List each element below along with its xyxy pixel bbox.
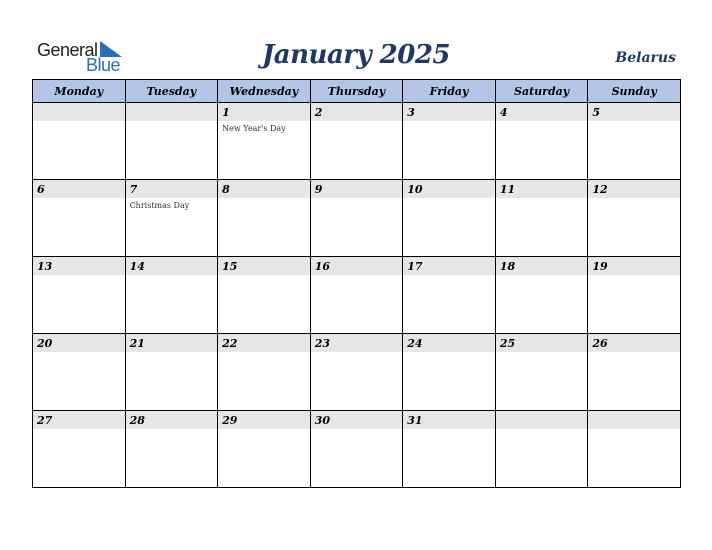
day-cell — [33, 257, 126, 334]
logo-general-text: General — [37, 40, 98, 60]
holiday-label: Christmas Day — [129, 201, 190, 210]
day-number-band — [496, 411, 588, 429]
day-number: 7 — [129, 183, 138, 196]
day-cell — [218, 411, 311, 488]
week-row — [33, 257, 681, 334]
day-number-band — [218, 103, 310, 121]
day-number: 9 — [314, 183, 323, 196]
day-number-band — [588, 411, 680, 429]
day-cell — [403, 411, 496, 488]
day-number: 21 — [129, 337, 145, 350]
day-cell — [495, 103, 588, 180]
day-number-band — [311, 103, 403, 121]
day-number: 2 — [314, 106, 323, 119]
week-row — [33, 103, 681, 180]
day-number: 11 — [499, 183, 516, 196]
day-cell — [33, 411, 126, 488]
day-cell — [125, 103, 218, 180]
day-cell — [218, 180, 311, 257]
day-cell — [310, 180, 403, 257]
weekday-header: Friday — [403, 80, 496, 103]
logo-blue-text: Blue — [86, 55, 121, 75]
day-number-band — [33, 103, 125, 121]
day-cell — [588, 334, 681, 411]
day-number: 20 — [37, 337, 53, 350]
day-number: 14 — [129, 260, 145, 273]
day-cell — [125, 180, 218, 257]
week-row — [33, 411, 681, 488]
weekday-header: Wednesday — [218, 80, 311, 103]
day-number: 8 — [222, 183, 230, 196]
day-number-band — [126, 103, 218, 121]
day-cell — [33, 103, 126, 180]
day-cell — [588, 180, 681, 257]
day-cell — [33, 334, 126, 411]
weekday-header-row — [33, 80, 681, 103]
holiday-label: New Year's Day — [222, 124, 286, 133]
day-cell — [403, 257, 496, 334]
day-number: 30 — [314, 414, 330, 427]
day-cell — [218, 334, 311, 411]
day-number: 23 — [314, 337, 330, 350]
day-number: 18 — [499, 260, 516, 273]
day-cell — [403, 180, 496, 257]
day-number: 3 — [407, 106, 415, 119]
weekday-header: Tuesday — [125, 80, 218, 103]
day-number-band — [311, 180, 403, 198]
day-number: 24 — [407, 337, 423, 350]
day-cell — [125, 257, 218, 334]
day-number-band — [496, 103, 588, 121]
weekday-header: Saturday — [495, 80, 588, 103]
weekday-header: Monday — [33, 80, 126, 103]
day-number: 26 — [592, 337, 608, 350]
day-cell — [310, 334, 403, 411]
generalblue-logo — [37, 40, 127, 74]
day-number: 28 — [129, 414, 145, 427]
day-cell — [403, 103, 496, 180]
week-row — [33, 180, 681, 257]
weekday-header: Thursday — [310, 80, 403, 103]
day-cell — [588, 411, 681, 488]
day-number: 31 — [407, 414, 423, 427]
day-number: 17 — [407, 260, 423, 273]
day-number: 22 — [222, 337, 238, 350]
day-cell — [495, 411, 588, 488]
day-cell — [588, 103, 681, 180]
day-number-band — [126, 180, 218, 198]
day-cell — [495, 257, 588, 334]
day-cell — [310, 103, 403, 180]
day-cell — [125, 334, 218, 411]
day-cell — [403, 334, 496, 411]
country-label: Belarus — [615, 50, 676, 66]
day-number-band — [218, 180, 310, 198]
day-number: 27 — [37, 414, 53, 427]
week-row — [33, 334, 681, 411]
day-number: 10 — [407, 183, 423, 196]
day-number-band — [588, 103, 680, 121]
day-cell — [310, 257, 403, 334]
day-number: 1 — [222, 106, 230, 119]
day-cell — [588, 257, 681, 334]
day-cell — [33, 180, 126, 257]
day-number-band — [403, 103, 495, 121]
day-number-band — [33, 180, 125, 198]
day-number: 25 — [499, 337, 516, 350]
day-number: 13 — [37, 260, 53, 273]
day-cell — [125, 411, 218, 488]
day-number: 4 — [499, 106, 508, 119]
day-cell — [218, 257, 311, 334]
day-cell — [310, 411, 403, 488]
day-number: 19 — [592, 260, 608, 273]
day-number: 6 — [37, 183, 45, 196]
day-number: 12 — [592, 183, 608, 196]
calendar-title: January 2025 — [261, 40, 451, 70]
day-number: 15 — [222, 260, 238, 273]
day-cell — [495, 180, 588, 257]
day-cell — [218, 103, 311, 180]
day-number: 16 — [314, 260, 330, 273]
weekday-header: Sunday — [588, 80, 681, 103]
calendar-grid — [32, 79, 681, 488]
day-cell — [495, 334, 588, 411]
day-number: 29 — [222, 414, 238, 427]
day-number: 5 — [592, 106, 601, 119]
